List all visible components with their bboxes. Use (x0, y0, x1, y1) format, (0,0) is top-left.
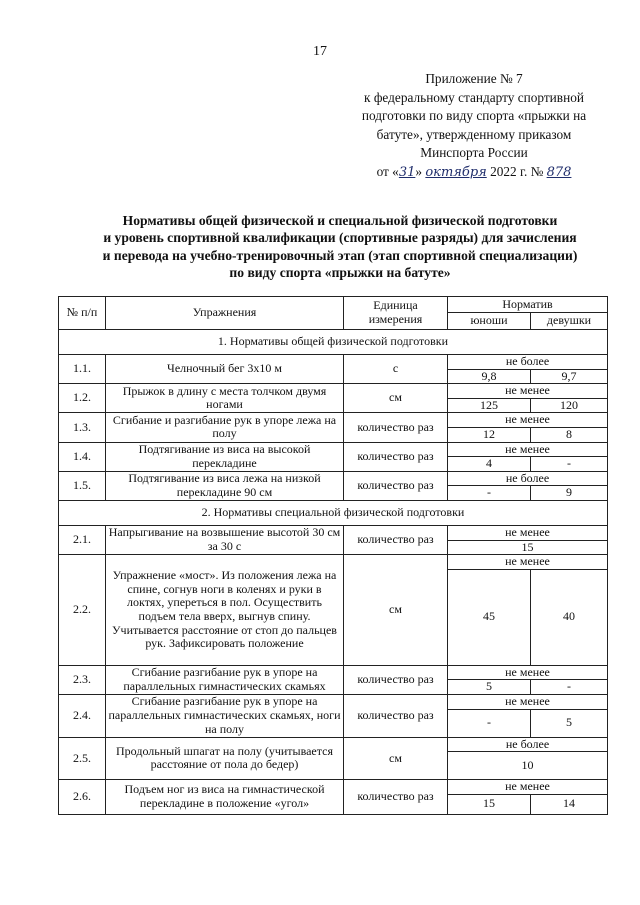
row-exercise: Подтягивание из виса лежа на низкой перекладине 90 см (106, 471, 344, 500)
value-girls: 9,7 (531, 369, 608, 384)
value-girls: 40 (531, 569, 608, 665)
row-number: 2.4. (59, 694, 106, 737)
row-unit: количество раз (344, 665, 448, 694)
value-girls: 14 (531, 794, 608, 814)
row-number: 2.5. (59, 737, 106, 780)
date-year: 2022 г. № (486, 163, 547, 179)
row-exercise: Челночный бег 3х10 м (106, 355, 344, 384)
value-girls: - (531, 680, 608, 695)
header-girls: девушки (531, 313, 608, 330)
table-row (59, 780, 608, 795)
table-row (59, 471, 608, 486)
row-condition: не менее (448, 694, 608, 709)
row-unit: количество раз (344, 694, 448, 737)
handwritten-day: 31 (398, 164, 416, 180)
row-exercise: Напрыгивание на возвышение высотой 30 см за 30 с (106, 525, 344, 554)
value-girls: 120 (531, 398, 608, 413)
section-row (59, 500, 608, 525)
appendix-line: Минспорта России (420, 145, 528, 161)
row-condition: не менее (448, 780, 608, 795)
title-line: Нормативы общей физической и специальной физической подготовки (122, 213, 558, 228)
row-unit: см (344, 555, 448, 666)
row-unit: с (344, 355, 448, 384)
header-unit: Единица измерения (344, 297, 448, 330)
row-exercise: Прыжок в длину с места толчком двумя ногами (106, 384, 344, 413)
row-number: 1.4. (59, 442, 106, 471)
table-row (59, 555, 608, 570)
row-unit: количество раз (344, 413, 448, 442)
handwritten-month: октября (425, 164, 487, 180)
row-unit: количество раз (344, 471, 448, 500)
date-separator: » (415, 163, 426, 179)
row-number: 2.1. (59, 525, 106, 554)
appendix-line: подготовки по виду спорта «прыжки на (361, 108, 587, 124)
title-line: и перевода на учебно-тренировочный этап (этап спортивной специализации) (102, 247, 578, 263)
title-line: по виду спорта «прыжки на батуте» (229, 265, 451, 281)
row-exercise: Упражнение «мост». Из положения лежа на спине, согнув ноги в коленях и руки в локтях, упереться в пол. Осуществить подъем тела вверх, выгнув спину. Учитывается расстояние от стоп до пальцев рук. Зафиксировать положение (106, 555, 344, 666)
row-condition: не более (448, 737, 608, 752)
section-title: 2. Нормативы специальной физической подготовки (59, 500, 608, 525)
title-line: и уровень спортивной квалификации (спортивные разряды) для зачисления (103, 230, 577, 246)
table-row (59, 442, 608, 457)
handwritten-order-number: 878 (546, 164, 572, 180)
row-condition: не менее (448, 413, 608, 428)
appendix-date-line (330, 163, 618, 183)
date-prefix: от « (376, 163, 399, 179)
table-row (59, 525, 608, 540)
norms-table (58, 296, 608, 815)
row-condition: не менее (448, 665, 608, 680)
row-exercise: Подъем ног из виса на гимнастической перекладине в положение «угол» (106, 780, 344, 815)
value-boys: - (448, 486, 531, 501)
row-number: 1.5. (59, 471, 106, 500)
value-boys: 15 (448, 794, 531, 814)
document-title (60, 212, 620, 282)
row-exercise: Сгибание и разгибание рук в упоре лежа на полу (106, 413, 344, 442)
row-condition: не менее (448, 555, 608, 570)
row-condition: не более (448, 471, 608, 486)
value-boys: - (448, 709, 531, 737)
row-number: 2.6. (59, 780, 106, 815)
table-row (59, 355, 608, 370)
section-title: 1. Нормативы общей физической подготовки (59, 330, 608, 355)
row-condition: не менее (448, 384, 608, 399)
page-number: 17 (313, 44, 327, 59)
value-boys: 12 (448, 427, 531, 442)
value-girls: 9 (531, 486, 608, 501)
appendix-line: к федеральному стандарту спортивной (364, 89, 584, 105)
row-exercise: Сгибание разгибание рук в упоре на параллельных гимнастических скамьях (106, 665, 344, 694)
value-girls: - (531, 457, 608, 472)
row-condition: не менее (448, 525, 608, 540)
value-boys: 4 (448, 457, 531, 472)
appendix-line: батуте», утвержденному приказом (376, 126, 572, 142)
header-num: № п/п (59, 297, 106, 330)
row-number: 1.1. (59, 355, 106, 384)
row-exercise: Продольный шпагат на полу (учитывается расстояние от пола до бедер) (106, 737, 344, 780)
appendix-header (330, 70, 618, 183)
value-boys: 5 (448, 680, 531, 695)
value-girls: 8 (531, 427, 608, 442)
row-unit: количество раз (344, 525, 448, 554)
row-number: 1.3. (59, 413, 106, 442)
table-row (59, 384, 608, 399)
table-header-row (59, 297, 608, 313)
table-row (59, 694, 608, 709)
row-exercise: Сгибание разгибание рук в упоре на параллельных гимнастических скамьях, ноги на полу (106, 694, 344, 737)
header-norm: Норматив (448, 297, 608, 313)
row-exercise: Подтягивание из виса на высокой перекладине (106, 442, 344, 471)
section-row (59, 330, 608, 355)
value-boys: 45 (448, 569, 531, 665)
row-number: 2.3. (59, 665, 106, 694)
row-unit: см (344, 384, 448, 413)
row-unit: см (344, 737, 448, 780)
row-condition: не более (448, 355, 608, 370)
row-condition: не менее (448, 442, 608, 457)
value-common: 15 (448, 540, 608, 555)
table-row (59, 665, 608, 680)
value-boys: 125 (448, 398, 531, 413)
row-unit: количество раз (344, 780, 448, 815)
row-number: 1.2. (59, 384, 106, 413)
row-unit: количество раз (344, 442, 448, 471)
table-row (59, 413, 608, 428)
value-boys: 9,8 (448, 369, 531, 384)
header-boys: юноши (448, 313, 531, 330)
appendix-title: Приложение № 7 (425, 71, 523, 86)
row-number: 2.2. (59, 555, 106, 666)
value-common: 10 (448, 752, 608, 780)
header-exercise: Упражнения (106, 297, 344, 330)
value-girls: 5 (531, 709, 608, 737)
table-row (59, 737, 608, 752)
